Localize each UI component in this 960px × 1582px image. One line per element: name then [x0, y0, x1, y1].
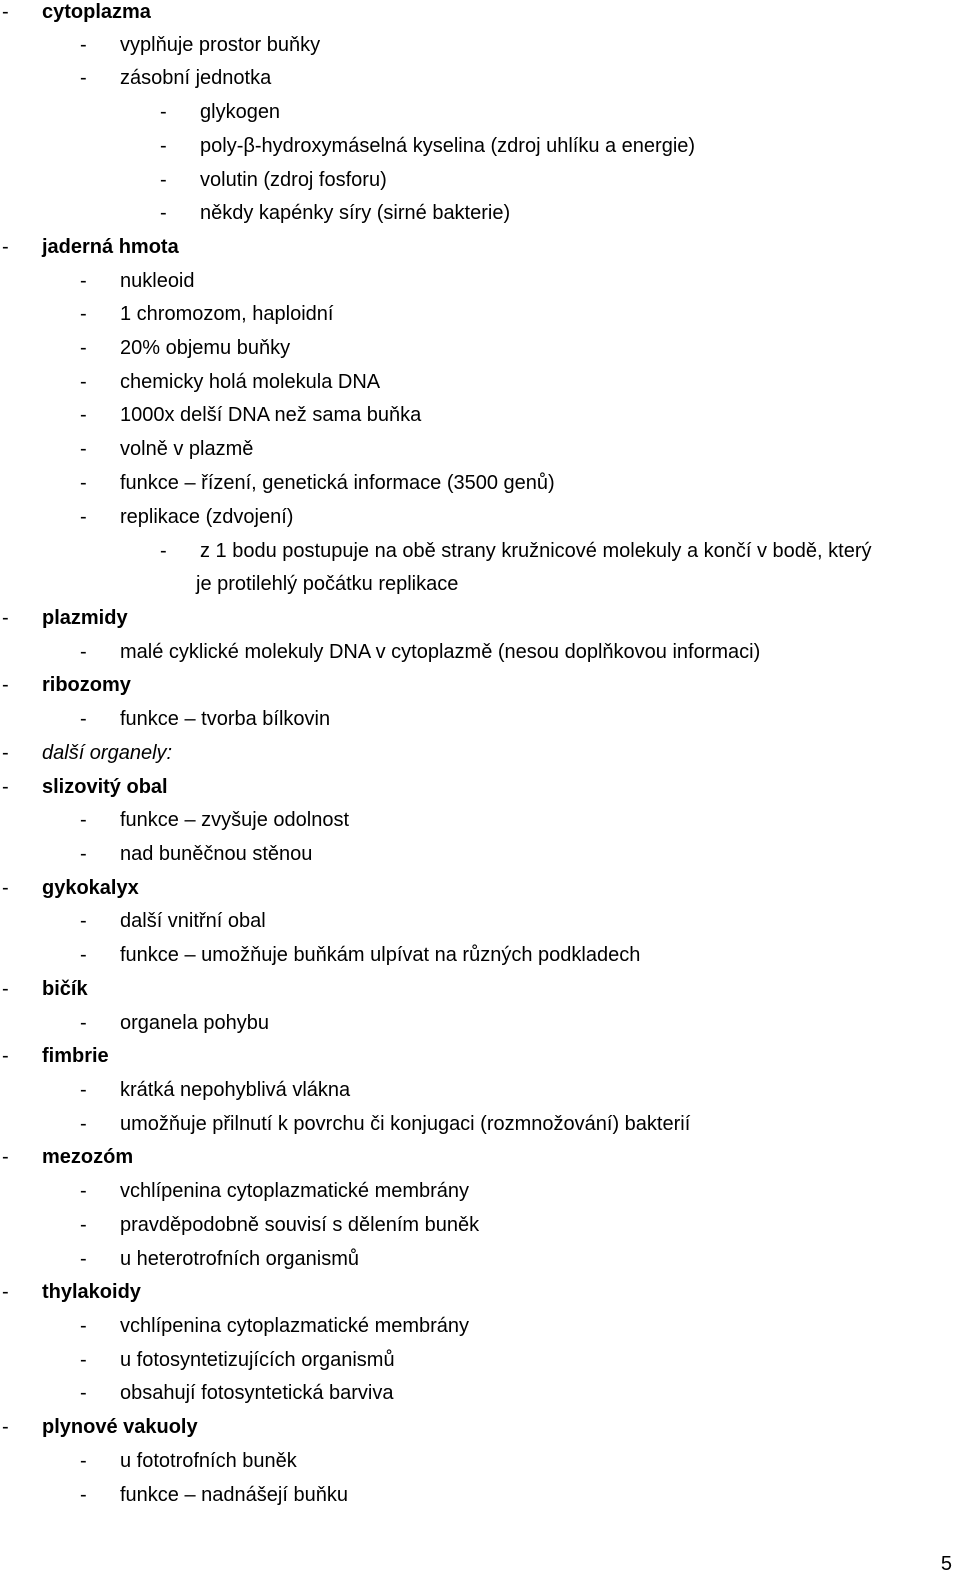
list-item-text: volutin (zdroj fosforu) — [200, 169, 387, 191]
bullet-dash: - — [2, 1, 9, 23]
bullet-dash: - — [80, 404, 87, 426]
bullet-dash: - — [2, 607, 9, 629]
list-item-text: vyplňuje prostor buňky — [120, 34, 321, 56]
bullet-dash: - — [2, 674, 9, 696]
list-item-text: obsahují fotosyntetická barviva — [120, 1382, 394, 1404]
bullet-dash: - — [80, 708, 87, 730]
list-item-text: glykogen — [200, 101, 281, 123]
bullet-dash: - — [2, 1146, 9, 1168]
list-item-text: ribozomy — [42, 674, 131, 696]
list-item-text: chemicky holá molekula DNA — [120, 371, 381, 393]
bullet-dash: - — [80, 67, 87, 89]
bullet-dash: - — [80, 371, 87, 393]
list-item-text: cytoplazma — [42, 1, 151, 23]
bullet-dash: - — [2, 776, 9, 798]
list-item-text: mezozóm — [42, 1146, 134, 1168]
bullet-dash: - — [2, 1045, 9, 1067]
list-item-text: fimbrie — [42, 1045, 109, 1067]
list-item-text: nad buněčnou stěnou — [120, 843, 313, 865]
bullet-dash: - — [2, 236, 9, 258]
list-item-text: vchlípenina cytoplazmatické membrány — [120, 1315, 470, 1337]
list-item-text: 1 chromozom, haploidní — [120, 303, 334, 325]
list-item-text: funkce – tvorba bílkovin — [120, 708, 331, 730]
list-item-text: malé cyklické molekuly DNA v cytoplazmě (nesou doplňkovou informaci) — [120, 641, 761, 663]
bullet-dash: - — [80, 1349, 87, 1371]
list-item-text: replikace (zdvojení) — [120, 506, 294, 528]
bullet-dash: - — [80, 34, 87, 56]
bullet-dash: - — [80, 472, 87, 494]
list-item-text: 1000x delší DNA než sama buňka — [120, 404, 422, 426]
bullet-dash: - — [80, 809, 87, 831]
bullet-dash: - — [80, 337, 87, 359]
bullet-dash: - — [80, 641, 87, 663]
list-item-text: z 1 bodu postupuje na obě strany kružnicové molekuly a končí v bodě, který — [200, 540, 872, 562]
bullet-dash: - — [2, 877, 9, 899]
list-item-text: thylakoidy — [42, 1281, 141, 1303]
bullet-dash: - — [2, 978, 9, 1000]
bullet-dash: - — [80, 1382, 87, 1404]
bullet-dash: - — [160, 202, 167, 224]
list-item-text: umožňuje přilnutí k povrchu či konjugaci (rozmnožování) bakterií — [120, 1113, 691, 1135]
list-item-text: další organely: — [42, 742, 173, 764]
bullet-dash: - — [80, 1248, 87, 1270]
list-item-text: 20% objemu buňky — [120, 337, 291, 359]
bullet-dash: - — [80, 506, 87, 528]
bullet-dash: - — [80, 1315, 87, 1337]
bullet-dash: - — [160, 540, 167, 562]
list-item-text: bičík — [42, 978, 88, 1000]
list-item-text: organela pohybu — [120, 1012, 270, 1034]
bullet-dash: - — [80, 1012, 87, 1034]
bullet-dash: - — [80, 1214, 87, 1236]
bullet-dash: - — [80, 1079, 87, 1101]
list-item-text: vchlípenina cytoplazmatické membrány — [120, 1180, 470, 1202]
bullet-dash: - — [160, 135, 167, 157]
bullet-dash: - — [80, 1484, 87, 1506]
list-item-text: další vnitřní obal — [120, 910, 266, 932]
bullet-dash: - — [2, 742, 9, 764]
list-item-text: funkce – umožňuje buňkám ulpívat na různých podkladech — [120, 944, 641, 966]
page-number: 5 — [940, 1553, 952, 1575]
list-item-text: u fototrofních buněk — [120, 1450, 297, 1472]
bullet-dash: - — [80, 1113, 87, 1135]
list-item-text: funkce – řízení, genetická informace (3500 genů) — [120, 472, 555, 494]
bullet-dash: - — [80, 270, 87, 292]
list-item-text: zásobní jednotka — [120, 67, 272, 89]
bullet-dash: - — [80, 1180, 87, 1202]
list-item-text: jaderná hmota — [42, 236, 179, 258]
bullet-dash: - — [80, 910, 87, 932]
list-item-text: u heterotrofních organismů — [120, 1248, 360, 1270]
bullet-dash: - — [80, 944, 87, 966]
bullet-dash: - — [160, 169, 167, 191]
bullet-dash: - — [2, 1416, 9, 1438]
list-item-text: gykokalyx — [42, 877, 139, 899]
list-item-text: volně v plazmě — [120, 438, 254, 460]
bullet-dash: - — [80, 1450, 87, 1472]
bullet-dash: - — [80, 843, 87, 865]
list-item-text: slizovitý obal — [42, 776, 168, 798]
list-item-text: nukleoid — [120, 270, 195, 292]
list-item-text: poly-β-hydroxymáselná kyselina (zdroj uhlíku a energie) — [200, 135, 696, 157]
bullet-dash: - — [2, 1281, 9, 1303]
list-item-text: funkce – zvyšuje odolnost — [120, 809, 350, 831]
bullet-dash: - — [80, 438, 87, 460]
list-item-text: u fotosyntetizujících organismů — [120, 1349, 395, 1371]
bullet-dash: - — [80, 303, 87, 325]
list-item-text: někdy kapénky síry (sirné bakterie) — [200, 202, 511, 224]
bullet-dash: - — [160, 101, 167, 123]
list-item-text: plynové vakuoly — [42, 1416, 198, 1438]
list-item-text: krátká nepohyblivá vlákna — [120, 1079, 351, 1101]
list-item-text: funkce – nadnášejí buňku — [120, 1484, 348, 1506]
list-item-text: je protilehlý počátku replikace — [196, 573, 459, 595]
list-item-text: plazmidy — [42, 607, 128, 629]
list-item-text: pravděpodobně souvisí s dělením buněk — [120, 1214, 480, 1236]
